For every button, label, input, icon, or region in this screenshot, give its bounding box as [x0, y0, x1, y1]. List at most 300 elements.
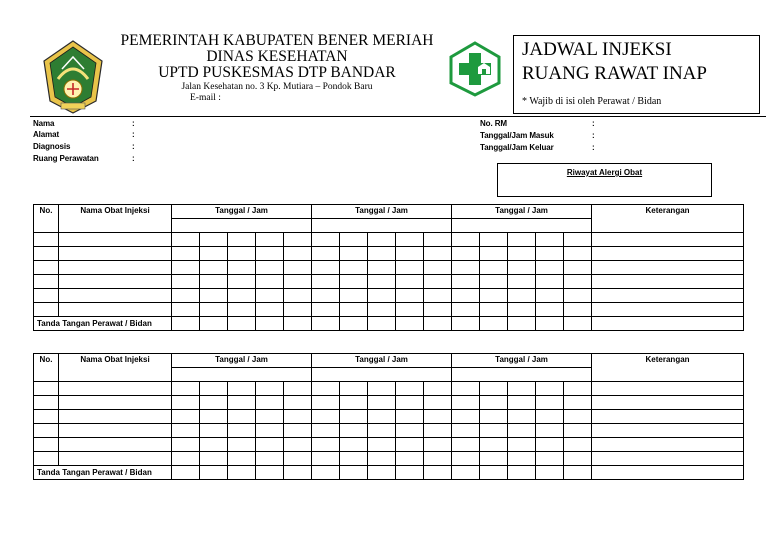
time-slot-cell[interactable]: [564, 247, 592, 261]
table-header-row: [34, 354, 744, 368]
time-slot-cell[interactable]: [200, 382, 228, 396]
time-slot-cell[interactable]: [368, 261, 396, 275]
time-slot-cell[interactable]: [480, 452, 508, 466]
time-slot-cell[interactable]: [480, 261, 508, 275]
table-row: [34, 289, 744, 303]
time-slot-cell[interactable]: [340, 396, 368, 410]
time-slot-cell[interactable]: [564, 410, 592, 424]
row-no-cell[interactable]: [34, 452, 59, 466]
time-slot-cell[interactable]: [172, 247, 200, 261]
time-slot-cell[interactable]: [508, 382, 536, 396]
signature-cell[interactable]: [508, 466, 536, 480]
time-slot-cell[interactable]: [564, 303, 592, 317]
time-slot-cell[interactable]: [200, 452, 228, 466]
field-ruang-colon: :: [132, 154, 135, 163]
signature-cell[interactable]: [424, 317, 452, 331]
time-slot-cell[interactable]: [172, 396, 200, 410]
time-slot-cell[interactable]: [452, 438, 480, 452]
time-slot-cell[interactable]: [424, 247, 452, 261]
time-slot-cell[interactable]: [284, 382, 312, 396]
time-slot-cell[interactable]: [480, 289, 508, 303]
time-slot-cell[interactable]: [396, 424, 424, 438]
time-slot-cell[interactable]: [424, 261, 452, 275]
time-slot-cell[interactable]: [508, 247, 536, 261]
time-slot-cell[interactable]: [564, 438, 592, 452]
time-slot-cell[interactable]: [200, 233, 228, 247]
date-input-cell[interactable]: [452, 219, 592, 233]
time-slot-cell[interactable]: [228, 289, 256, 303]
time-slot-cell[interactable]: [228, 247, 256, 261]
time-slot-cell[interactable]: [564, 275, 592, 289]
time-slot-cell[interactable]: [228, 382, 256, 396]
time-slot-cell[interactable]: [200, 410, 228, 424]
time-slot-cell[interactable]: [368, 424, 396, 438]
field-ruang-label: Ruang Perawatan: [33, 154, 99, 163]
time-slot-cell[interactable]: [200, 396, 228, 410]
time-slot-cell[interactable]: [508, 289, 536, 303]
time-slot-cell[interactable]: [340, 275, 368, 289]
signature-cell[interactable]: [284, 317, 312, 331]
time-slot-cell[interactable]: [452, 424, 480, 438]
time-slot-cell[interactable]: [172, 275, 200, 289]
signature-label: Tanda Tangan Perawat / Bidan: [34, 466, 172, 480]
time-slot-cell[interactable]: [340, 261, 368, 275]
drug-name-cell[interactable]: [59, 382, 172, 396]
time-slot-cell[interactable]: [228, 438, 256, 452]
col-header-no: No.: [34, 354, 59, 382]
row-no-cell[interactable]: [34, 233, 59, 247]
signature-cell[interactable]: [200, 317, 228, 331]
time-slot-cell[interactable]: [228, 275, 256, 289]
time-slot-cell[interactable]: [312, 424, 340, 438]
time-slot-cell[interactable]: [396, 289, 424, 303]
time-slot-cell[interactable]: [368, 396, 396, 410]
time-slot-cell[interactable]: [340, 289, 368, 303]
signature-cell[interactable]: [536, 317, 564, 331]
title-box: [513, 35, 760, 114]
field-keluar-colon: :: [592, 143, 595, 152]
time-slot-cell[interactable]: [480, 438, 508, 452]
field-keluar-label: Tanggal/Jam Keluar: [480, 143, 554, 152]
signature-cell[interactable]: [284, 466, 312, 480]
time-slot-cell[interactable]: [508, 438, 536, 452]
time-slot-cell[interactable]: [480, 247, 508, 261]
time-slot-cell[interactable]: [452, 396, 480, 410]
row-no-cell[interactable]: [34, 382, 59, 396]
row-no-cell[interactable]: [34, 275, 59, 289]
time-slot-cell[interactable]: [284, 233, 312, 247]
time-slot-cell[interactable]: [284, 396, 312, 410]
time-slot-cell[interactable]: [424, 438, 452, 452]
signature-cell[interactable]: [312, 317, 340, 331]
time-slot-cell[interactable]: [340, 410, 368, 424]
time-slot-cell[interactable]: [396, 275, 424, 289]
time-slot-cell[interactable]: [172, 261, 200, 275]
time-slot-cell[interactable]: [312, 438, 340, 452]
time-slot-cell[interactable]: [228, 452, 256, 466]
col-header-datetime-1: Tanggal / Jam: [172, 205, 312, 219]
signature-cell[interactable]: [228, 466, 256, 480]
time-slot-cell[interactable]: [536, 275, 564, 289]
note-cell[interactable]: [592, 261, 744, 275]
time-slot-cell[interactable]: [508, 275, 536, 289]
row-no-cell[interactable]: [34, 410, 59, 424]
header-email: E-mail :: [190, 93, 221, 103]
time-slot-cell[interactable]: [368, 452, 396, 466]
time-slot-cell[interactable]: [200, 289, 228, 303]
time-slot-cell[interactable]: [256, 424, 284, 438]
time-slot-cell[interactable]: [284, 424, 312, 438]
time-slot-cell[interactable]: [564, 261, 592, 275]
time-slot-cell[interactable]: [396, 382, 424, 396]
time-slot-cell[interactable]: [396, 247, 424, 261]
table-row: [34, 382, 744, 396]
row-no-cell[interactable]: [34, 424, 59, 438]
field-no-rm-colon: :: [592, 119, 595, 128]
time-slot-cell[interactable]: [172, 424, 200, 438]
time-slot-cell[interactable]: [256, 438, 284, 452]
signature-cell[interactable]: [508, 317, 536, 331]
time-slot-cell[interactable]: [424, 410, 452, 424]
signature-cell[interactable]: [396, 317, 424, 331]
time-slot-cell[interactable]: [508, 396, 536, 410]
signature-cell[interactable]: [480, 317, 508, 331]
time-slot-cell[interactable]: [424, 452, 452, 466]
note-cell[interactable]: [592, 424, 744, 438]
col-header-note: Keterangan: [592, 354, 744, 382]
signature-cell[interactable]: [452, 317, 480, 331]
time-slot-cell[interactable]: [536, 452, 564, 466]
drug-name-cell[interactable]: [59, 247, 172, 261]
time-slot-cell[interactable]: [172, 438, 200, 452]
col-header-datetime-2: Tanggal / Jam: [312, 354, 452, 368]
time-slot-cell[interactable]: [312, 303, 340, 317]
signature-cell[interactable]: [256, 317, 284, 331]
signature-note-cell[interactable]: [592, 466, 744, 480]
time-slot-cell[interactable]: [424, 424, 452, 438]
time-slot-cell[interactable]: [312, 261, 340, 275]
drug-name-cell[interactable]: [59, 233, 172, 247]
table-row: [34, 303, 744, 317]
time-slot-cell[interactable]: [228, 233, 256, 247]
signature-cell[interactable]: [200, 466, 228, 480]
time-slot-cell[interactable]: [172, 233, 200, 247]
field-alamat-label: Alamat: [33, 130, 60, 139]
date-input-cell[interactable]: [172, 219, 312, 233]
signature-cell[interactable]: [172, 317, 200, 331]
time-slot-cell[interactable]: [284, 261, 312, 275]
time-slot-cell[interactable]: [564, 452, 592, 466]
row-no-cell[interactable]: [34, 289, 59, 303]
table-row: [34, 424, 744, 438]
drug-name-cell[interactable]: [59, 438, 172, 452]
time-slot-cell[interactable]: [228, 410, 256, 424]
time-slot-cell[interactable]: [284, 289, 312, 303]
time-slot-cell[interactable]: [564, 382, 592, 396]
date-input-cell[interactable]: [312, 219, 452, 233]
time-slot-cell[interactable]: [256, 261, 284, 275]
time-slot-cell[interactable]: [256, 247, 284, 261]
time-slot-cell[interactable]: [368, 247, 396, 261]
time-slot-cell[interactable]: [452, 261, 480, 275]
time-slot-cell[interactable]: [452, 382, 480, 396]
drug-name-cell[interactable]: [59, 452, 172, 466]
time-slot-cell[interactable]: [284, 452, 312, 466]
time-slot-cell[interactable]: [452, 452, 480, 466]
drug-name-cell[interactable]: [59, 275, 172, 289]
time-slot-cell[interactable]: [312, 275, 340, 289]
signature-cell[interactable]: [480, 466, 508, 480]
signature-cell[interactable]: [172, 466, 200, 480]
time-slot-cell[interactable]: [536, 410, 564, 424]
field-masuk-label: Tanggal/Jam Masuk: [480, 131, 554, 140]
time-slot-cell[interactable]: [200, 438, 228, 452]
time-slot-cell[interactable]: [256, 275, 284, 289]
puskesmas-cross-icon: [448, 41, 502, 97]
time-slot-cell[interactable]: [228, 303, 256, 317]
drug-name-cell[interactable]: [59, 261, 172, 275]
signature-row: [34, 317, 744, 331]
time-slot-cell[interactable]: [200, 275, 228, 289]
table-row: [34, 438, 744, 452]
time-slot-cell[interactable]: [228, 261, 256, 275]
time-slot-cell[interactable]: [452, 233, 480, 247]
field-diagnosis-label: Diagnosis: [33, 142, 71, 151]
time-slot-cell[interactable]: [312, 382, 340, 396]
time-slot-cell[interactable]: [284, 410, 312, 424]
field-nama-label: Nama: [33, 119, 55, 128]
time-slot-cell[interactable]: [480, 382, 508, 396]
time-slot-cell[interactable]: [172, 289, 200, 303]
time-slot-cell[interactable]: [312, 396, 340, 410]
time-slot-cell[interactable]: [536, 261, 564, 275]
time-slot-cell[interactable]: [312, 410, 340, 424]
header-government: PEMERINTAH KABUPATEN BENER MERIAH: [120, 32, 434, 49]
time-slot-cell[interactable]: [564, 396, 592, 410]
col-header-datetime-3: Tanggal / Jam: [452, 205, 592, 219]
header-address: Jalan Kesehatan no. 3 Kp. Mutiara – Pondok Baru: [181, 82, 373, 92]
field-no-rm-label: No. RM: [480, 119, 507, 128]
col-header-datetime-2: Tanggal / Jam: [312, 205, 452, 219]
allergy-history-label: Riwayat Alergi Obat: [566, 168, 643, 177]
col-header-drug: Nama Obat Injeksi: [59, 354, 172, 382]
time-slot-cell[interactable]: [424, 233, 452, 247]
row-no-cell[interactable]: [34, 303, 59, 317]
allergy-history-box[interactable]: [497, 163, 712, 197]
time-slot-cell[interactable]: [396, 261, 424, 275]
time-slot-cell[interactable]: [536, 303, 564, 317]
signature-cell[interactable]: [312, 466, 340, 480]
time-slot-cell[interactable]: [340, 233, 368, 247]
time-slot-cell[interactable]: [200, 424, 228, 438]
time-slot-cell[interactable]: [340, 247, 368, 261]
date-input-cell[interactable]: [312, 368, 452, 382]
drug-name-cell[interactable]: [59, 303, 172, 317]
time-slot-cell[interactable]: [256, 452, 284, 466]
table-row: [34, 410, 744, 424]
time-slot-cell[interactable]: [452, 303, 480, 317]
note-cell[interactable]: [592, 289, 744, 303]
time-slot-cell[interactable]: [256, 410, 284, 424]
signature-cell[interactable]: [340, 317, 368, 331]
time-slot-cell[interactable]: [368, 233, 396, 247]
time-slot-cell[interactable]: [536, 289, 564, 303]
date-input-cell[interactable]: [452, 368, 592, 382]
title-line-2: RUANG RAWAT INAP: [522, 63, 707, 84]
time-slot-cell[interactable]: [452, 410, 480, 424]
col-header-datetime-3: Tanggal / Jam: [452, 354, 592, 368]
title-line-1: JADWAL INJEKSI: [522, 39, 672, 60]
time-slot-cell[interactable]: [536, 247, 564, 261]
note-cell[interactable]: [592, 247, 744, 261]
time-slot-cell[interactable]: [340, 452, 368, 466]
time-slot-cell[interactable]: [172, 382, 200, 396]
drug-name-cell[interactable]: [59, 424, 172, 438]
time-slot-cell[interactable]: [340, 424, 368, 438]
signature-cell[interactable]: [424, 466, 452, 480]
time-slot-cell[interactable]: [228, 424, 256, 438]
time-slot-cell[interactable]: [368, 275, 396, 289]
drug-name-cell[interactable]: [59, 289, 172, 303]
time-slot-cell[interactable]: [508, 303, 536, 317]
time-slot-cell[interactable]: [368, 289, 396, 303]
time-slot-cell[interactable]: [508, 261, 536, 275]
signature-cell[interactable]: [396, 466, 424, 480]
signature-cell[interactable]: [564, 466, 592, 480]
signature-cell[interactable]: [340, 466, 368, 480]
time-slot-cell[interactable]: [396, 452, 424, 466]
time-slot-cell[interactable]: [564, 424, 592, 438]
drug-name-cell[interactable]: [59, 396, 172, 410]
time-slot-cell[interactable]: [424, 275, 452, 289]
row-no-cell[interactable]: [34, 247, 59, 261]
time-slot-cell[interactable]: [564, 289, 592, 303]
row-no-cell[interactable]: [34, 438, 59, 452]
time-slot-cell[interactable]: [508, 233, 536, 247]
signature-cell[interactable]: [228, 317, 256, 331]
time-slot-cell[interactable]: [200, 261, 228, 275]
time-slot-cell[interactable]: [172, 410, 200, 424]
signature-cell[interactable]: [452, 466, 480, 480]
time-slot-cell[interactable]: [256, 233, 284, 247]
signature-cell[interactable]: [256, 466, 284, 480]
time-slot-cell[interactable]: [284, 275, 312, 289]
field-diagnosis-colon: :: [132, 142, 135, 151]
time-slot-cell[interactable]: [312, 452, 340, 466]
time-slot-cell[interactable]: [172, 303, 200, 317]
time-slot-cell[interactable]: [340, 303, 368, 317]
note-cell[interactable]: [592, 452, 744, 466]
signature-note-cell[interactable]: [592, 317, 744, 331]
time-slot-cell[interactable]: [424, 303, 452, 317]
time-slot-cell[interactable]: [508, 452, 536, 466]
note-cell[interactable]: [592, 233, 744, 247]
table-row: [34, 275, 744, 289]
time-slot-cell[interactable]: [508, 410, 536, 424]
time-slot-cell[interactable]: [368, 303, 396, 317]
time-slot-cell[interactable]: [284, 303, 312, 317]
time-slot-cell[interactable]: [340, 438, 368, 452]
date-input-cell[interactable]: [172, 368, 312, 382]
field-nama-colon: :: [132, 119, 135, 128]
time-slot-cell[interactable]: [564, 233, 592, 247]
note-cell[interactable]: [592, 410, 744, 424]
time-slot-cell[interactable]: [200, 303, 228, 317]
time-slot-cell[interactable]: [200, 247, 228, 261]
time-slot-cell[interactable]: [480, 275, 508, 289]
signature-cell[interactable]: [536, 466, 564, 480]
time-slot-cell[interactable]: [368, 410, 396, 424]
time-slot-cell[interactable]: [536, 233, 564, 247]
table-header-row: [34, 205, 744, 219]
time-slot-cell[interactable]: [396, 396, 424, 410]
time-slot-cell[interactable]: [480, 424, 508, 438]
time-slot-cell[interactable]: [256, 303, 284, 317]
note-cell[interactable]: [592, 303, 744, 317]
time-slot-cell[interactable]: [452, 275, 480, 289]
note-cell[interactable]: [592, 396, 744, 410]
time-slot-cell[interactable]: [424, 396, 452, 410]
time-slot-cell[interactable]: [228, 396, 256, 410]
time-slot-cell[interactable]: [340, 382, 368, 396]
header-divider: [30, 116, 766, 117]
row-no-cell[interactable]: [34, 261, 59, 275]
row-no-cell[interactable]: [34, 396, 59, 410]
time-slot-cell[interactable]: [480, 303, 508, 317]
time-slot-cell[interactable]: [256, 382, 284, 396]
time-slot-cell[interactable]: [480, 233, 508, 247]
table-row: [34, 247, 744, 261]
time-slot-cell[interactable]: [256, 289, 284, 303]
signature-cell[interactable]: [368, 317, 396, 331]
col-header-datetime-1: Tanggal / Jam: [172, 354, 312, 368]
time-slot-cell[interactable]: [480, 396, 508, 410]
time-slot-cell[interactable]: [284, 438, 312, 452]
time-slot-cell[interactable]: [368, 382, 396, 396]
drug-name-cell[interactable]: [59, 410, 172, 424]
time-slot-cell[interactable]: [536, 438, 564, 452]
time-slot-cell[interactable]: [536, 382, 564, 396]
time-slot-cell[interactable]: [508, 424, 536, 438]
time-slot-cell[interactable]: [368, 438, 396, 452]
time-slot-cell[interactable]: [312, 247, 340, 261]
time-slot-cell[interactable]: [396, 410, 424, 424]
time-slot-cell[interactable]: [452, 247, 480, 261]
time-slot-cell[interactable]: [536, 396, 564, 410]
time-slot-cell[interactable]: [256, 396, 284, 410]
note-cell[interactable]: [592, 275, 744, 289]
header-department: DINAS KESEHATAN: [206, 48, 348, 65]
time-slot-cell[interactable]: [396, 303, 424, 317]
time-slot-cell[interactable]: [480, 410, 508, 424]
time-slot-cell[interactable]: [536, 424, 564, 438]
table-row: [34, 396, 744, 410]
time-slot-cell[interactable]: [312, 289, 340, 303]
note-cell[interactable]: [592, 438, 744, 452]
time-slot-cell[interactable]: [424, 289, 452, 303]
time-slot-cell[interactable]: [312, 233, 340, 247]
note-cell[interactable]: [592, 382, 744, 396]
time-slot-cell[interactable]: [452, 289, 480, 303]
time-slot-cell[interactable]: [172, 452, 200, 466]
time-slot-cell[interactable]: [396, 438, 424, 452]
signature-cell[interactable]: [564, 317, 592, 331]
signature-row: [34, 466, 744, 480]
signature-cell[interactable]: [368, 466, 396, 480]
time-slot-cell[interactable]: [284, 247, 312, 261]
time-slot-cell[interactable]: [424, 382, 452, 396]
time-slot-cell[interactable]: [396, 233, 424, 247]
